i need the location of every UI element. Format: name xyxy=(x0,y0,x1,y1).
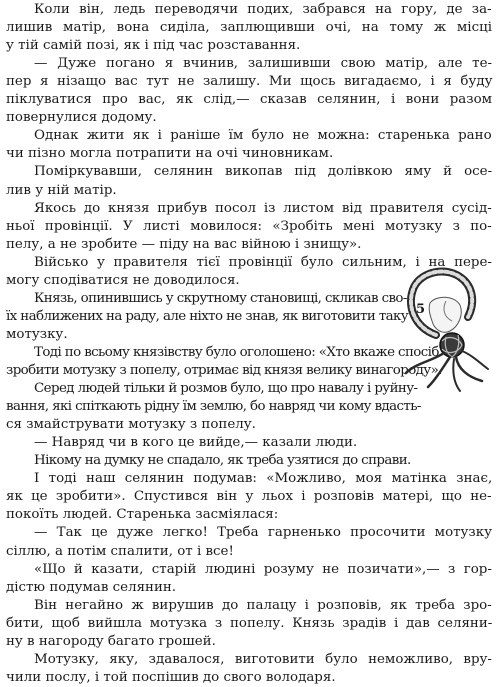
text-line: Якось до князя прибув посол із листом від правителя сусід- xyxy=(34,200,492,216)
text-line: пелу, а не зробите — піду на вас війною і знищу». xyxy=(6,236,362,252)
text-line: вання, які спіткають рідну їм землю, бо навряд чи кому вдасть- xyxy=(6,399,421,415)
text-line: могу сподіватися не доводилося. xyxy=(6,272,240,288)
text-line: ся змайструвати мотузку з попелу. xyxy=(6,417,256,433)
text-line: ньої провінції. У листі мовилося: «Зробіть мені мотузку з по- xyxy=(6,218,492,234)
text-line: — Так це дуже легко! Треба гарненько просочити мотузку xyxy=(34,525,492,541)
text-line: Тоді по всьому князівству було оголошено: «Хто вкаже спосіб xyxy=(34,344,439,360)
text-line: лив у ній матір. xyxy=(6,182,117,198)
text-line: — Навряд чи в кого це вийде,— казали люди. xyxy=(34,435,358,451)
text-line: чи пізно могла потрапити на очі чиновникам. xyxy=(6,146,334,162)
text-line: дістю подумав селянин. xyxy=(6,579,177,595)
text-line: ну в нагороду багато грошей. xyxy=(6,633,216,649)
text-line: Серед людей тільки й розмов було, що про навалу і руйну- xyxy=(34,381,418,397)
text-line: Князь, опинившись у скрутному становищі, скликав сво- xyxy=(34,290,407,306)
text-line: лишив матір, вона сиділа, заплющивши очі, на тому ж місці xyxy=(6,20,492,36)
text-line: Він негайно ж вирушив до палацу і розповів, як треба зро- xyxy=(34,597,492,613)
text-line: мотузку. xyxy=(6,326,68,342)
text-line: їх наближених на раду, але ніхто не знав, як виготовити таку xyxy=(6,308,409,324)
page-number: 5 xyxy=(416,302,426,317)
text-line: Військо у правителя тієї провінції було сильним, і на пере- xyxy=(34,254,492,270)
text-line: повернулися додому. xyxy=(6,110,157,126)
text-line: у тій самій позі, як і під час розставання. xyxy=(6,38,301,54)
text-line: зробити мотузку з попелу, отримає від князя велику винагороду». xyxy=(6,363,442,378)
text-line: сіллю, а потім спалити, от і все! xyxy=(6,543,234,559)
text-line: «Що й казати, старій людині розуму не позичати»,— з гор- xyxy=(34,561,492,577)
text-line: бити, щоб вийшла мотузка з попелу. Князь зрадів і дав селяни- xyxy=(6,615,493,631)
text-line: Мотузку, яку, здавалося, виготовити було неможливо, вру- xyxy=(34,651,492,667)
text-line: Однак жити як і раніше їм було не можна: старенька рано xyxy=(34,128,492,144)
text-line: Поміркувавши, селянин викопав під долівкою яму й осе- xyxy=(34,164,493,180)
text-line: І тоді наш селянин подумав: «Можливо, моя матінка знає, xyxy=(34,471,493,487)
text-line: як це зробити». Спустився він у льох і розповів матері, що не- xyxy=(6,489,492,505)
text-line: Нікому на думку не спадало, як треба узятися до справи. xyxy=(34,453,411,469)
text-line: піклуватися про вас, як слід,— сказав селянин, і вони разом xyxy=(6,92,493,108)
text-line: пер я нізащо вас тут не залишу. Ми щось вигадаємо, і я буду xyxy=(6,74,493,90)
text-line: чили послу, і той поспішив до свого володаря. xyxy=(6,669,336,685)
rope-knot-illustration xyxy=(402,265,492,395)
text-line: Коли він, ледь переводячи подих, забрався на гору, де за- xyxy=(34,2,492,17)
text-line: покоїть людей. Старенька засміялася: xyxy=(6,507,279,523)
text-line: — Дуже погано я вчинив, залишивши свою матір, але те- xyxy=(34,56,493,72)
